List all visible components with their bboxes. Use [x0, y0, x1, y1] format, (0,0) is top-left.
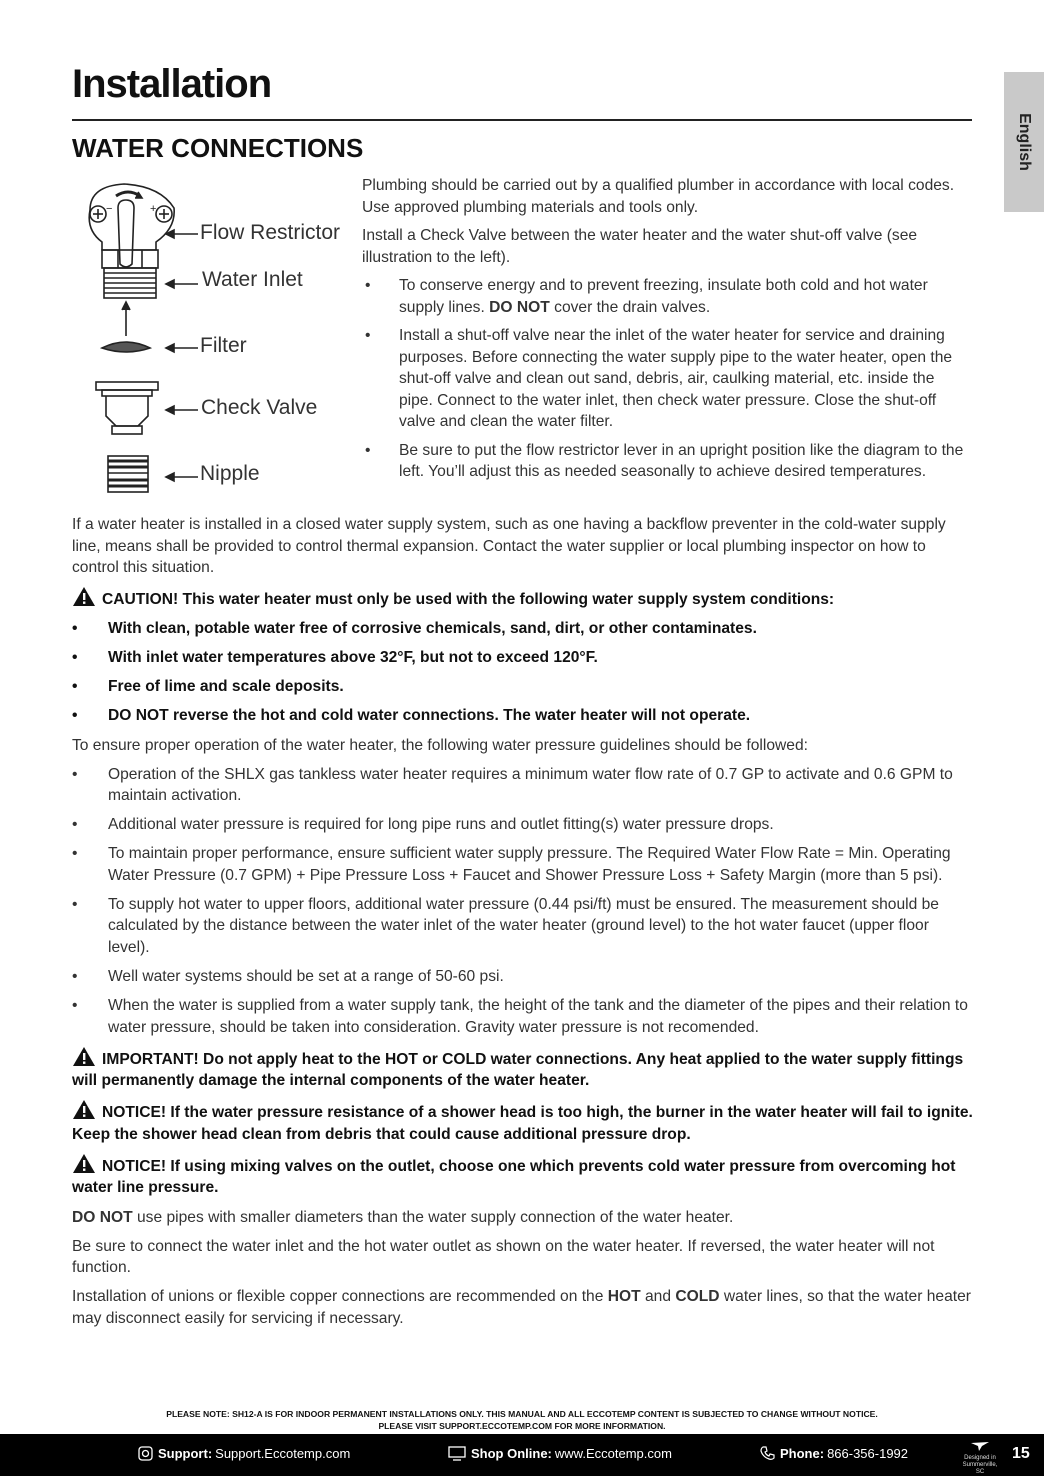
notice-shower-head: NOTICE! If the water pressure resistance of a shower head is too high, the burner in the water heater will fail to ignite. Keep the shower head clean from debris that could cause additional pressure drop.	[72, 1099, 974, 1145]
monitor-icon	[448, 1446, 466, 1461]
intro-column	[362, 175, 972, 490]
footer-shop[interactable]: Shop Online: www.Eccotemp.com	[448, 1446, 672, 1461]
label-water-inlet: Water Inlet	[202, 268, 303, 291]
title-divider	[72, 119, 972, 121]
closed-system-paragraph: If a water heater is installed in a closed water supply system, such as one having a backflow preventer in the cold-water supply line, means shall be provided to control thermal expansion. Contact the water supplier or local plumbing inspector on how to control this situation.	[72, 516, 946, 576]
pressure-bullet: • To maintain proper performance, ensure sufficient water supply pressure. The Required Water Flow Rate = Min. Operating Water Pressure (0.7 GPM) + Pipe Pressure Loss + Faucet and Shower Pressure Loss + Safety Margin (more than 5 psi).	[72, 843, 974, 886]
footer-note-line-1: PLEASE NOTE: SH12-A IS FOR INDOOR PERMANENT INSTALLATIONS ONLY. THIS MANUAL AND ALL ECCOTEMP CONTENT IS SUBJECTED TO CHANGE WITHOUT NOTICE.	[166, 1409, 878, 1419]
svg-text:+: +	[150, 203, 157, 215]
page-title: Installation	[72, 62, 272, 106]
intro-paragraph-2: Install a Check Valve between the water heater and the water shut-off valve (see illustration to the left).	[362, 227, 918, 266]
page-number: 15	[1012, 1445, 1030, 1462]
intro-bullet: • To conserve energy and to prevent freezing, insulate both cold and hot water supply lines. DO NOT cover the drain valves.	[362, 275, 972, 318]
connection-paragraph: Be sure to connect the water inlet and the hot water outlet as shown on the water heater. If reversed, the water heater will not function.	[72, 1237, 935, 1277]
footer-bar	[0, 1434, 1044, 1476]
designed-in-badge: Designed in Summerville, SC	[958, 1440, 1002, 1476]
main-content	[72, 514, 974, 1337]
intro-bullet: • Install a shut-off valve near the inlet of the water heater for service and draining purposes. Before connecting the water supply pipe to the water heater, open the shut-off valve and clean out sand, debris, air, caulking material, etc. inside the pipe. Connect to the water inlet, then check water pressure. Close the shut-off valve and clean the water filter.	[362, 325, 972, 433]
section-title: WATER CONNECTIONS	[72, 133, 364, 163]
bird-logo-icon	[970, 1440, 990, 1452]
support-icon	[138, 1446, 153, 1461]
label-flow-restrictor: Flow Restrictor	[200, 221, 341, 244]
intro-paragraph-1: Plumbing should be carried out by a qualified plumber in accordance with local codes. Use approved plumbing materials and tools only.	[362, 177, 955, 216]
footer-note	[72, 1408, 972, 1432]
svg-text:−: −	[106, 203, 113, 215]
language-tab-label: English	[1016, 113, 1033, 171]
warning-icon	[72, 1046, 96, 1067]
warning-icon	[72, 1099, 96, 1120]
important-notice: IMPORTANT! Do not apply heat to the HOT or COLD water connections. Any heat applied to the water supply fittings will permanently damage the internal components of the water heater.	[72, 1046, 974, 1092]
pressure-bullet: • To supply hot water to upper floors, additional water pressure (0.44 psi/ft) must be ensured. The measurement should be calculated by the distance between the water inlet of the water heater (ground level) to the hot water faucet (upper floor level).	[72, 894, 974, 959]
footer-note-line-2: PLEASE VISIT SUPPORT.ECCOTEMP.COM FOR MORE INFORMATION.	[378, 1421, 666, 1431]
warning-icon	[72, 586, 96, 607]
caution-bullet: • With inlet water temperatures above 32°F, but not to exceed 120°F.	[72, 647, 974, 669]
intro-bullet: • Be sure to put the flow restrictor lever in an upright position like the diagram to the left. You’ll adjust this as needed seasonally to achieve desired temperatures.	[362, 440, 972, 483]
caution-bullet: • Free of lime and scale deposits.	[72, 676, 974, 698]
pressure-bullet: • When the water is supplied from a water supply tank, the height of the tank and the diameter of the pipes and their relation to water pressure, should be taken into consideration. Gravity water pressure is not recomended.	[72, 995, 974, 1038]
notice-mixing-valves: NOTICE! If using mixing valves on the outlet, choose one which prevents cold water pressure from overcoming hot water line pressure.	[72, 1153, 974, 1199]
pressure-bullet: • Additional water pressure is required for long pipe runs and outlet fitting(s) water pressure drops.	[72, 814, 974, 836]
check-valve-icon	[96, 382, 158, 434]
nipple-icon	[108, 456, 148, 492]
footer-phone[interactable]: Phone: 866-356-1992	[760, 1446, 908, 1461]
pressure-bullet: • Well water systems should be set at a range of 50-60 psi.	[72, 966, 974, 988]
filter-icon	[102, 342, 150, 352]
caution-heading: CAUTION! This water heater must only be used with the following water supply system conditions:	[72, 586, 974, 611]
label-check-valve: Check Valve	[201, 396, 318, 419]
caution-bullet: • With clean, potable water free of corrosive chemicals, sand, dirt, or other contaminates.	[72, 618, 974, 640]
caution-bullet: • DO NOT reverse the hot and cold water connections. The water heater will not operate.	[72, 705, 974, 727]
unions-paragraph: Installation of unions or flexible copper connections are recommended on the HOT and COLD water lines, so that the water heater may disconnect easily for servicing if necessary.	[72, 1288, 971, 1327]
pressure-bullet: • Operation of the SHLX gas tankless water heater requires a minimum water flow rate of 0.7 GP to activate and 0.6 GPM to maintain activation.	[72, 764, 974, 807]
footer-support[interactable]: Support: Support.Eccotemp.com	[138, 1446, 350, 1461]
label-filter: Filter	[200, 334, 247, 357]
water-connection-diagram	[72, 172, 357, 512]
pressure-intro: To ensure proper operation of the water heater, the following water pressure guidelines should be followed:	[72, 736, 808, 754]
language-tab	[1004, 72, 1044, 212]
pipe-diameter-paragraph: DO NOT use pipes with smaller diameters than the water supply connection of the water heater.	[72, 1208, 734, 1226]
phone-icon	[760, 1446, 775, 1461]
label-nipple: Nipple	[200, 462, 260, 485]
warning-icon	[72, 1153, 96, 1174]
